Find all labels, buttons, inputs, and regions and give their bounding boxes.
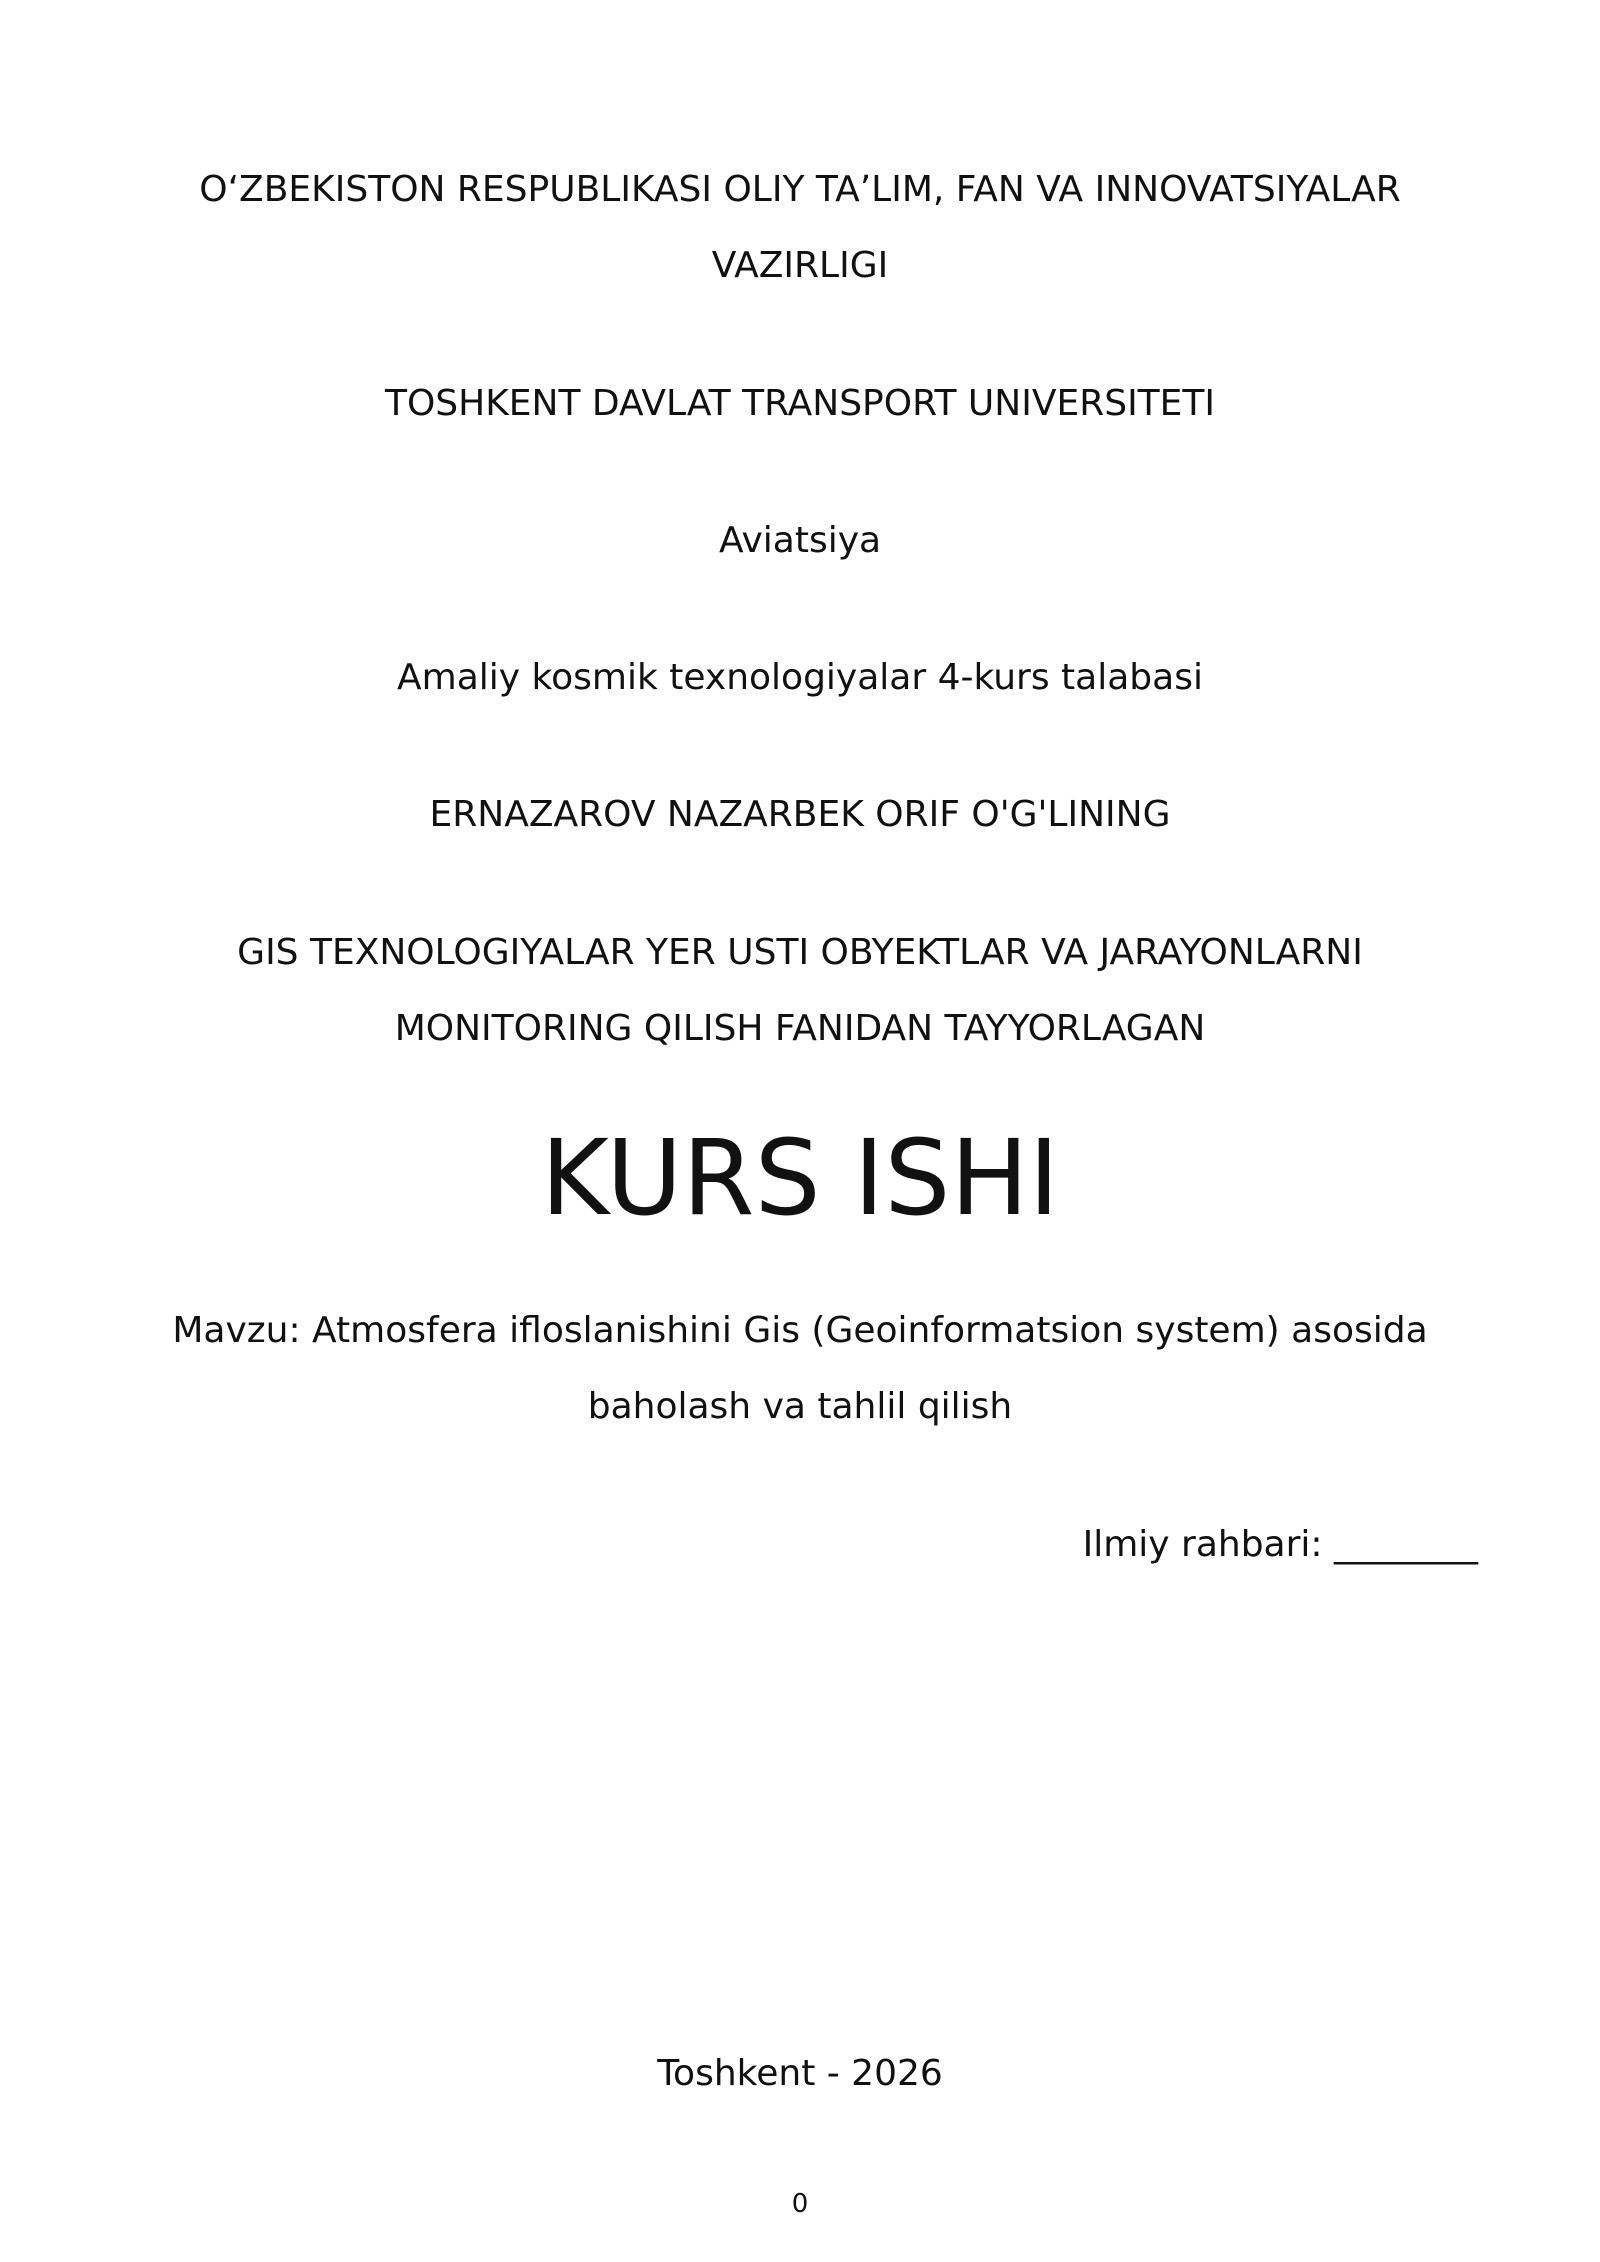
document-title: KURS ISHI bbox=[540, 1117, 1060, 1239]
student-name: ERNAZAROV NAZARBEK ORIF O'G'LINING bbox=[429, 794, 1171, 835]
place-year: Toshkent - 2026 bbox=[657, 2053, 943, 2094]
page-number: 0 bbox=[791, 2189, 809, 2219]
ministry-line-2: VAZIRLIGI bbox=[711, 245, 889, 286]
student-info: Amaliy kosmik texnologiyalar 4-kurs talabasi bbox=[397, 657, 1203, 698]
subject-line-1: GIS TEXNOLOGIYALAR YER USTI OBYEKTLAR VA JARAYONLARNI bbox=[237, 932, 1363, 973]
faculty-name: Aviatsiya bbox=[718, 520, 882, 561]
topic-line-2: baholash va tahlil qilish bbox=[587, 1386, 1013, 1427]
subject-line-2: MONITORING QILISH FANIDAN TAYYORLAGAN bbox=[394, 1008, 1206, 1049]
university-name: TOSHKENT DAVLAT TRANSPORT UNIVERSITETI bbox=[384, 383, 1216, 424]
topic-line-1: Mavzu: Atmosfera ifloslanishini Gis (Geoinformatsion system) asosida bbox=[172, 1310, 1428, 1351]
supervisor-line: Ilmiy rahbari: ________ bbox=[1082, 1524, 1478, 1565]
ministry-line-1: O‘ZBEKISTON RESPUBLIKASI OLIY TA’LIM, FAN VA INNOVATSIYALAR bbox=[199, 169, 1401, 210]
